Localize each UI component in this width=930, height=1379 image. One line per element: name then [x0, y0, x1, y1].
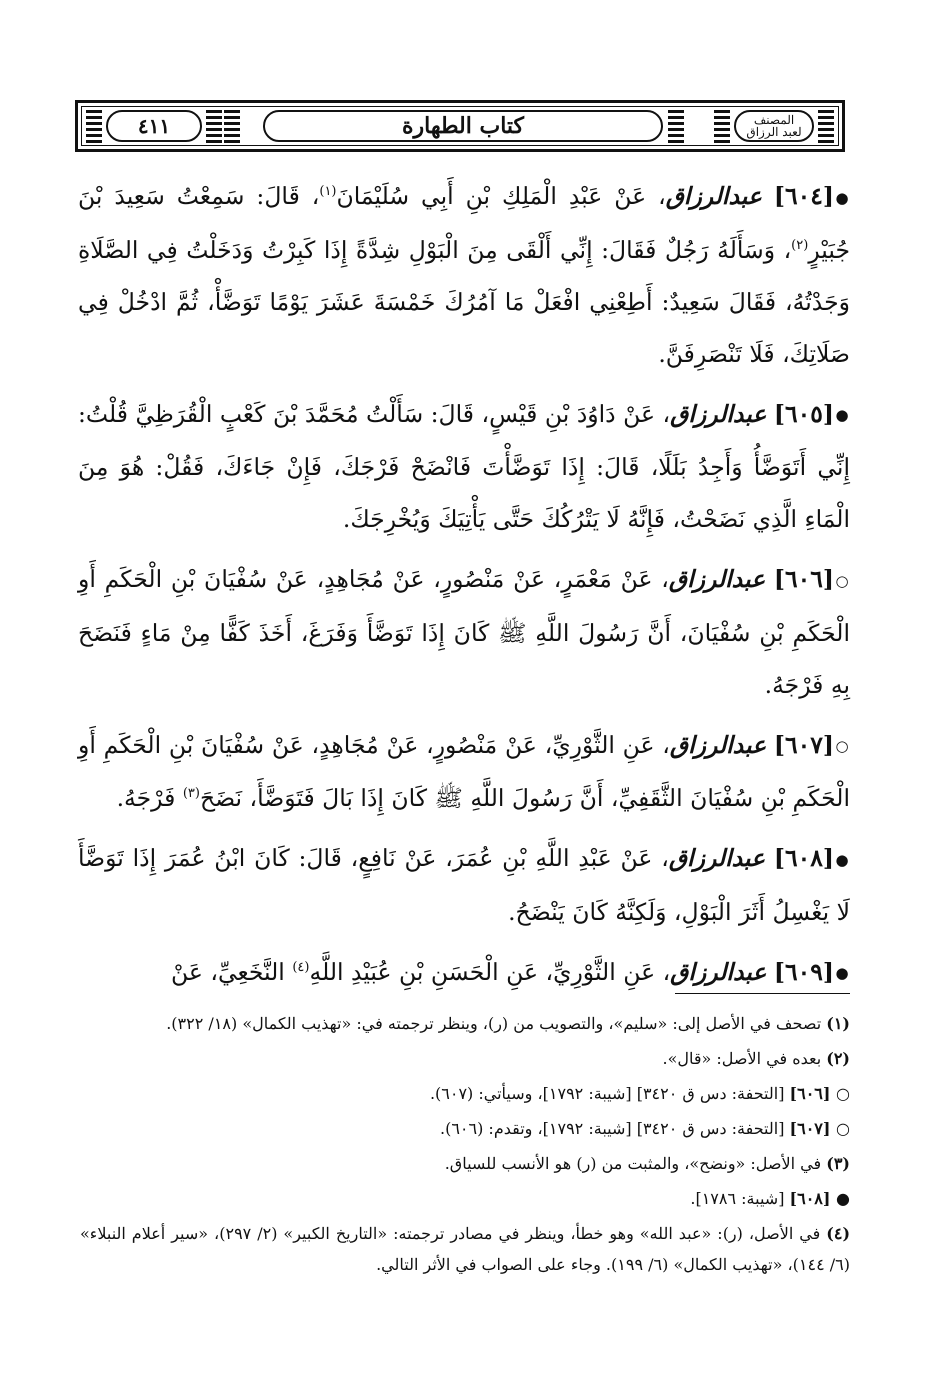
- entry-text: ، عَنِ الثَّوْرِيِّ، عَنِ الْحَسَنِ بْنِ عُبَيْدِ اللَّهِ: [309, 957, 671, 986]
- book-title: كتاب الطهارة: [263, 110, 663, 142]
- footnote-number: ○ [٦٠٦]: [789, 1084, 850, 1103]
- footnote: [80, 1183, 850, 1214]
- footnote: [80, 1078, 850, 1109]
- entry-text: ، عَنْ عَبْدِ اللَّهِ بْنِ عُمَرَ، عَنْ نَافِعٍ، قَالَ: كَانَ ابْنُ عُمَرَ إِذَا تَوَضَّأَ لَا يَغْسِلُ أَثَرَ الْبَوْلِ، وَلَكِنَّهُ كَانَ يَنْضَحُ.: [78, 844, 850, 926]
- entry-text: ، عَنْ دَاوُدَ بْنِ قَيْسٍ، قَالَ: سَأَلْتُ مُحَمَّدَ بْنَ كَعْبٍ الْقُرَظِيَّ قُلْتُ: إِنِّي أَتَوَضَّأُ وَأَجِدُ بَلَلًا، قَالَ: إِذَا تَوَضَّأْتَ فَانْضَحْ فَرْجَكَ، فَإِنْ جَاءَكَ، فَقُلْ: هُوَ مِنَ الْمَاءِ الَّذِي نَضَحْتُ، فَإِنَّهُ لَا يَتْرُكُكَ حَتَّى يَأْتِيَكَ وَيُخْرِجَكَ.: [78, 399, 850, 533]
- footnote-ref[interactable]: (٤): [292, 959, 310, 975]
- hadith-entry: [78, 388, 850, 546]
- footnote-text: في الأصل، (ر): «عبد الله» وهو خطأ، وينظر في مصادر ترجمته: «التاريخ الكبير» (٢/ ٢٩٧)، «سير أعلام النبلاء» (٦/ ١٤٤)، «تهذيب الكمال» (٦/ ١٩٩). وجاء على الصواب في الأثر التالي.: [80, 1224, 850, 1274]
- page-number: ٤١١: [106, 110, 202, 142]
- footnote-text: [شيبة: ١٧٨٦].: [690, 1189, 785, 1208]
- hadith-entry: [78, 832, 850, 938]
- footnote-number: ○ [٦٠٧]: [789, 1119, 850, 1138]
- entry-text: النَّخَعِيِّ، عَنْ: [171, 957, 285, 986]
- ornament-border: [714, 109, 730, 143]
- hadith-entry: [78, 553, 850, 711]
- entry-author: عبدالرزاق: [665, 182, 762, 210]
- entry-text: ، عَنِ الثَّوْرِيِّ، عَنْ مَنْصُورٍ، عَنْ مُجَاهِدٍ، عَنْ سُفْيَانَ بْنِ الْحَكَمِ أَوِ الْحَكَمِ بْنِ سُفْيَانَ الثَّقَفِيِّ، أَنَّ رَسُولَ اللَّهِ ﷺ كَانَ إِذَا بَالَ فَتَوَضَّأَ، نَضَحَ: [78, 730, 850, 812]
- footnote-ref[interactable]: (٣): [182, 786, 200, 802]
- footnote-ref[interactable]: (٢): [791, 237, 809, 253]
- hadith-entry: [78, 719, 850, 825]
- entry-number: [٦٠٥]: [773, 399, 834, 428]
- footnote-number: (٣): [826, 1154, 850, 1173]
- entry-text: ، وَسَأَلَهُ رَجُلٌ فَقَالَ: إِنِّي أَلْقَى مِنَ الْبَوْلِ شِدَّةً إِذَا كَبِرْتُ وَدَخَلْتُ فِي الصَّلَاةِ وَجَدْتُهُ، فَقَالَ سَعِيدٌ: أَطِعْنِي افْعَلْ مَا آمُرُكَ خَمْسَةَ عَشَرَ يَوْمًا تَوَضَّأْ، ثُمَّ ادْخُلْ فِي صَلَاتِكَ، فَلَا تَنْصَرِفَنَّ.: [78, 235, 850, 368]
- entry-number: [٦٠٨]: [773, 844, 834, 872]
- entry-number: [٦٠٦]: [773, 565, 834, 593]
- logo-line-2: لعبد الرزاق: [746, 125, 802, 139]
- entry-text: ، قَالَ: سَمِعْتُ سَعِيدَ بْنَ جُبَيْرٍ: [78, 182, 850, 264]
- book-logo: [734, 110, 814, 142]
- footnote-text: [التحفة: دس ق ٣٤٢٠] [شيبة: ١٧٩٢]، وسيأتي: (٦٠٧).: [429, 1084, 785, 1103]
- entry-marker-icon: ●: [835, 406, 849, 424]
- ornament-border: [818, 109, 834, 143]
- ornament-border: [224, 109, 240, 143]
- ornament-border: [86, 109, 102, 143]
- entry-author: عبدالرزاق: [670, 957, 767, 986]
- ornament-border: [668, 109, 684, 143]
- footnote-number: ● [٦٠٨]: [789, 1189, 850, 1208]
- footnote-number: (١): [826, 1014, 850, 1033]
- entry-marker-icon: ○: [835, 571, 849, 590]
- entry-marker-icon: ●: [835, 964, 849, 982]
- main-text: [78, 170, 850, 1007]
- footnote: [80, 1008, 850, 1039]
- footnote-number: (٢): [826, 1049, 850, 1068]
- entry-marker-icon: ○: [835, 737, 849, 755]
- entry-author: عبدالرزاق: [670, 399, 767, 428]
- entry-number: [٦٠٧]: [773, 730, 834, 759]
- entry-text: ، عَنْ مَعْمَرٍ، عَنْ مَنْصُورٍ، عَنْ مُجَاهِدٍ، عَنْ سُفْيَانَ بْنِ الْحَكَمِ أَوِ الْحَكَمِ بْنِ سُفْيَانَ، أَنَّ رَسُولَ اللَّهِ ﷺ كَانَ إِذَا تَوَضَّأَ وَفَرَغَ، أَخَذَ كَفًّا مِنْ مَاءٍ فَنَضَحَ بِهِ فَرْجَهُ.: [78, 565, 850, 699]
- hadith-entry: [78, 170, 850, 380]
- footnote: [80, 1113, 850, 1144]
- entry-number: [٦٠٤]: [773, 182, 834, 210]
- footnote: [80, 1043, 850, 1074]
- footnote-text: تصحف في الأصل إلى: «سليم»، والتصويب من (ر)، وينظر ترجمته في: «تهذيب الكمال» (١٨/ ٣٢٢).: [166, 1014, 822, 1033]
- running-header: [75, 100, 845, 152]
- footnote: [80, 1218, 850, 1280]
- footnote-number: (٤): [826, 1224, 851, 1243]
- footnote-text: بعده في الأصل: «قال».: [662, 1049, 822, 1068]
- footnote-ref[interactable]: (١): [319, 184, 337, 200]
- logo-line-1: المصنف: [753, 113, 795, 127]
- footnote-text: [التحفة: دس ق ٣٤٢٠] [شيبة: ١٧٩٢]، وتقدم: (٦٠٦).: [439, 1119, 785, 1138]
- entry-number: [٦٠٩]: [773, 957, 834, 986]
- entry-text: فَرْجَهُ.: [116, 784, 176, 812]
- hadith-entry: [78, 946, 850, 1000]
- ornament-border: [206, 109, 222, 143]
- entry-author: عبدالرزاق: [669, 730, 767, 759]
- entry-text: ، عَنْ عَبْدِ الْمَلِكِ بْنِ أَبِي سُلَيْمَانَ: [336, 182, 666, 210]
- entry-marker-icon: ●: [835, 188, 849, 207]
- entry-author: عبدالرزاق: [668, 844, 766, 872]
- entry-author: عبدالرزاق: [668, 565, 766, 593]
- entry-marker-icon: ●: [835, 850, 849, 869]
- footnote-text: في الأصل: «ونضح»، والمثبت من (ر) هو الأنسب للسياق.: [444, 1154, 822, 1173]
- footnote: [80, 1148, 850, 1179]
- footnote-divider: [675, 993, 850, 994]
- footnotes: [80, 1008, 850, 1284]
